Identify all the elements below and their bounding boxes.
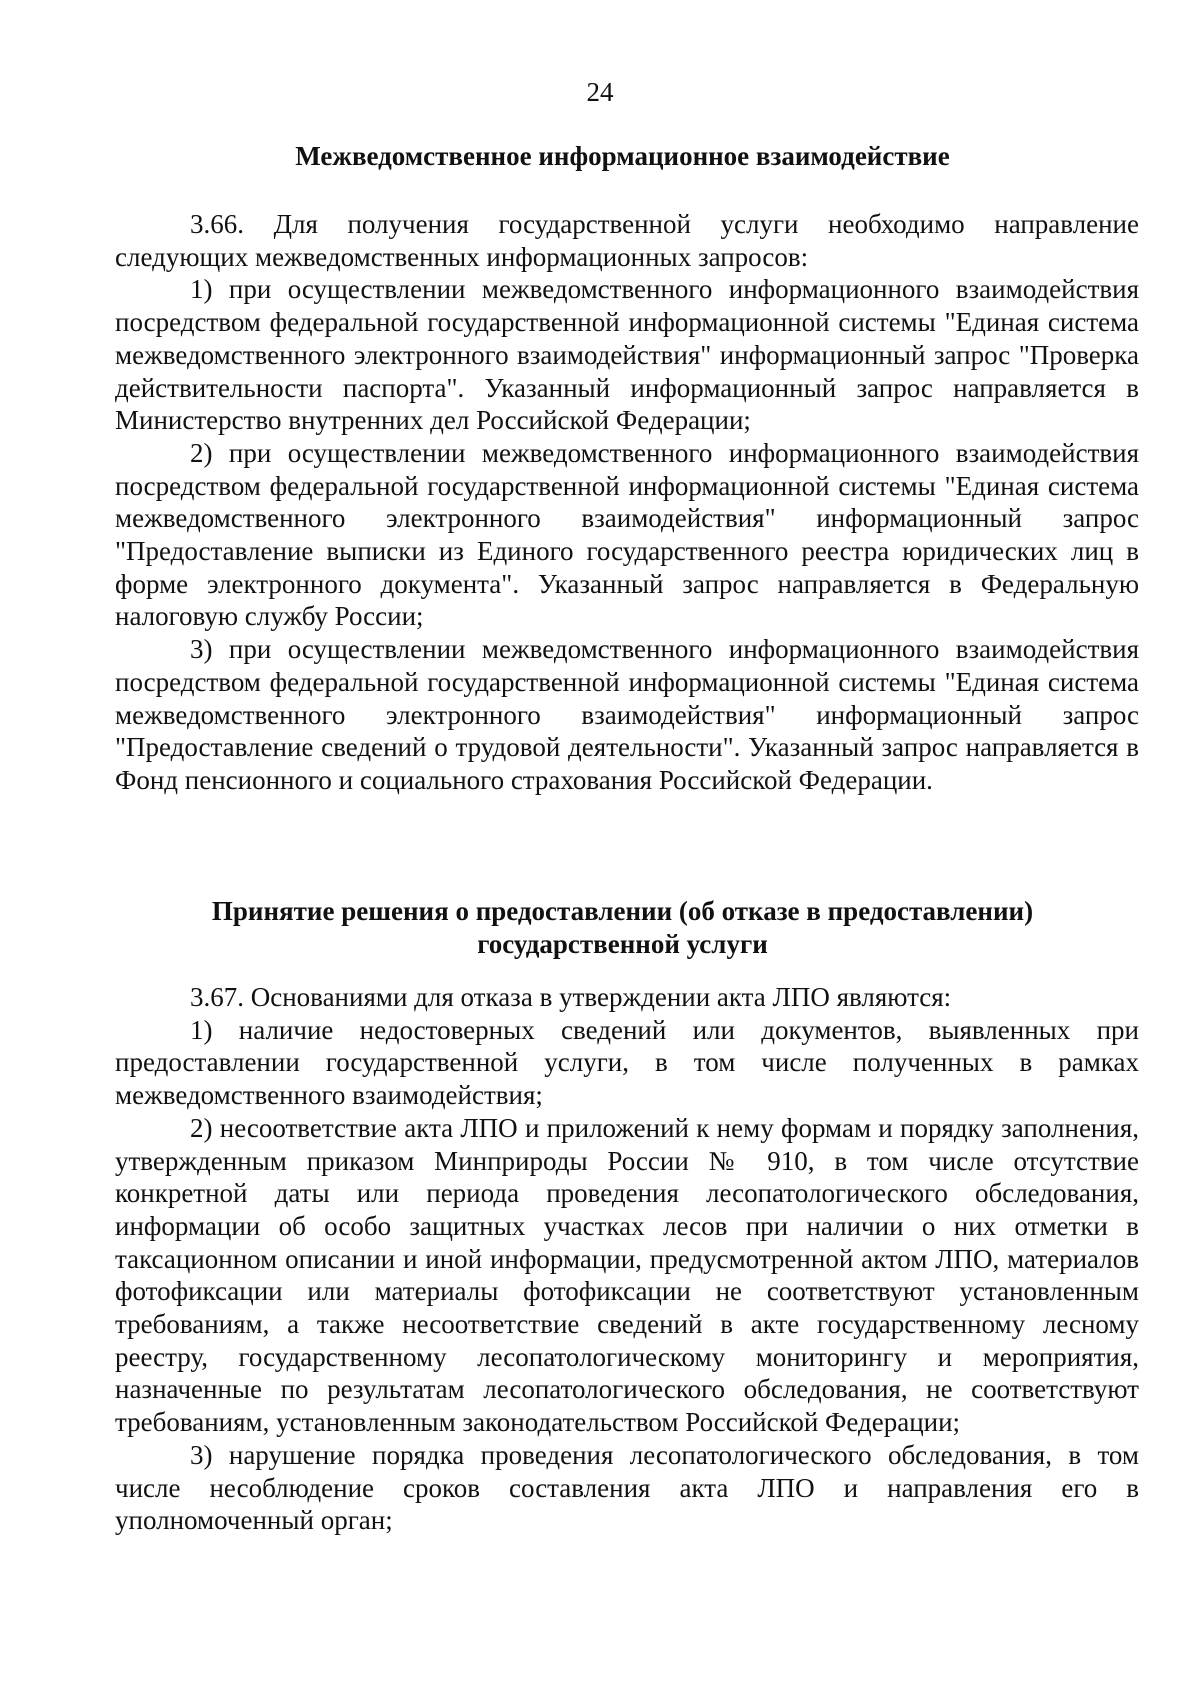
section-heading-decision-line-2: государственной услуги — [477, 928, 768, 959]
list-item-3-labor-request: 3) при осуществлении межведомственного информационного взаимодействия посредством федеральной государственной информационной системы "Единая система межведомственного электронного взаимодействия" информационный запрос "Предоставление сведений о трудовой деятельности". Указанный запрос направляется в Фонд пенсионного и социального страхования Российской Федерации. — [115, 634, 1139, 795]
page-number: 24 — [586, 77, 614, 107]
list-item-2-egrul-request: 2) при осуществлении межведомственного информационного взаимодействия посредством федеральной государственной информационной системы "Единая система межведомственного электронного взаимодействия" информационный запрос "Предоставление выписки из Единого государственного реестра юридических лиц в форме электронного документа". Указанный запрос направляется в Федеральную налоговую службу России; — [115, 437, 1139, 632]
section-decision-body — [115, 981, 1139, 1537]
paragraph-3-66: 3.66. Для получения государственной услуги необходимо направление следующих межведомственных информационных запросов: — [115, 209, 1139, 272]
section-interagency-body — [115, 208, 1139, 797]
section-heading-decision-line-1: Принятие решения о предоставлении (об отказе в предоставлении) — [211, 896, 1034, 926]
list-item-3-procedure-violation: 3) нарушение порядка проведения лесопатологического обследования, в том числе несоблюдение сроков составления акта ЛПО и направления его в уполномоченный орган; — [115, 1439, 1139, 1536]
section-heading-decision — [110, 895, 1135, 960]
list-item-2-form-mismatch: 2) несоответствие акта ЛПО и приложений к нему формам и порядку заполнения, утвержденным приказом Минприроды России № 910, в том числе отсутствие конкретной даты или периода проведения лесопатологического обследования, информации об особо защитных участках лесов при наличии о них отметки в таксационном описании и иной информации, предусмотренной актом ЛПО, материалов фотофиксации или материалы фотофиксации не соответствуют установленным требованиям, а также несоответствие сведений в акте государственному лесному реестру, государственному лесопатологическому мониторингу и мероприятия, назначенные по результатам лесопатологического обследования, не соответствуют требованиям, установленным законодательством Российской Федерации; — [115, 1112, 1139, 1438]
paragraph-3-67: 3.67. Основаниями для отказа в утверждении акта ЛПО являются: — [190, 982, 952, 1012]
list-item-1-passport-request: 1) при осуществлении межведомственного информационного взаимодействия посредством федеральной государственной информационной системы "Единая система межведомственного электронного взаимодействия" информационный запрос "Проверка действительности паспорта". Указанный информационный запрос направляется в Министерство внутренних дел Российской Федерации; — [115, 274, 1139, 436]
list-item-1-false-info: 1) наличие недостоверных сведений или документов, выявленных при предоставлении государственной услуги, в том числе полученных в рамках межведомственного взаимодействия; — [115, 1014, 1139, 1111]
section-heading-interagency: Межведомственное информационное взаимодействие — [295, 141, 950, 171]
